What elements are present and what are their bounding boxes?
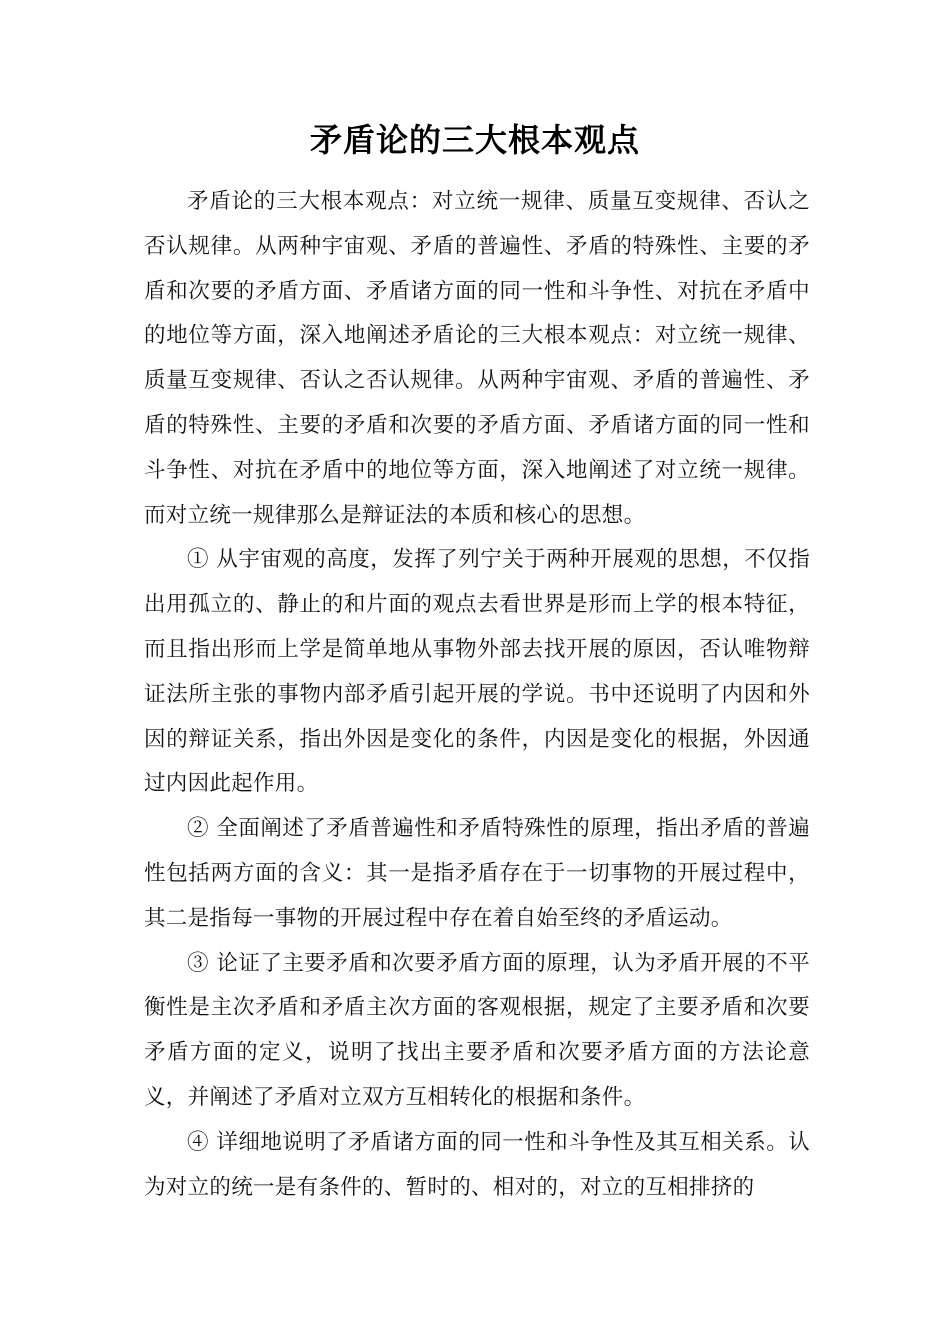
paragraph-point-4: ④ 详细地说明了矛盾诸方面的同一性和斗争性及其互相关系。认为对立的统一是有条件的、暂时的、相对的，对立的互相排挤的 [144, 1129, 810, 1200]
paragraph-intro: 矛盾论的三大根本观点：对立统一规律、质量互变规律、否认之否认规律。从两种宇宙观、矛盾的普遍性、矛盾的特殊性、主要的矛盾和次要的矛盾方面、矛盾诸方面的同一性和斗争性、对抗在矛盾中的地位等方面，深入地阐述矛盾论的三大根本观点：对立统一规律、质量互变规律、否认之否认规律。从两种宇宙观、矛盾的普遍性、矛盾的特殊性、主要的矛盾和次要的矛盾方面、矛盾诸方面的同一性和斗争性、对抗在矛盾中的地位等方面，深入地阐述了对立统一规律。而对立统一规律那么是辩证法的本质和核心的思想。 [144, 189, 810, 528]
paragraph-point-3: ③ 论证了主要矛盾和次要矛盾方面的原理，认为矛盾开展的不平衡性是主次矛盾和矛盾主次方面的客观根据，规定了主要矛盾和次要矛盾方面的定义，说明了找出主要矛盾和次要矛盾方面的方法论意义，并阐述了矛盾对立双方互相转化的根据和条件。 [144, 950, 810, 1110]
page-title: 矛盾论的三大根本观点 [309, 121, 640, 159]
paragraph-point-2: ② 全面阐述了矛盾普遍性和矛盾特殊性的原理，指出矛盾的普遍性包括两方面的含义：其一是指矛盾存在于一切事物的开展过程中，其二是指每一事物的开展过程中存在着自始至终的矛盾运动。 [144, 816, 810, 931]
paragraph-point-1: ① 从宇宙观的高度，发挥了列宁关于两种开展观的思想，不仅指出用孤立的、静止的和片面的观点去看世界是形而上学的根本特征，而且指出形而上学是简单地从事物外部去找开展的原因，否认唯物辩证法所主张的事物内部矛盾引起开展的学说。书中还说明了内因和外因的辩证关系，指出外因是变化的条件，内因是变化的根据，外因通过内因此起作用。 [144, 547, 810, 797]
document-body [144, 180, 810, 1210]
